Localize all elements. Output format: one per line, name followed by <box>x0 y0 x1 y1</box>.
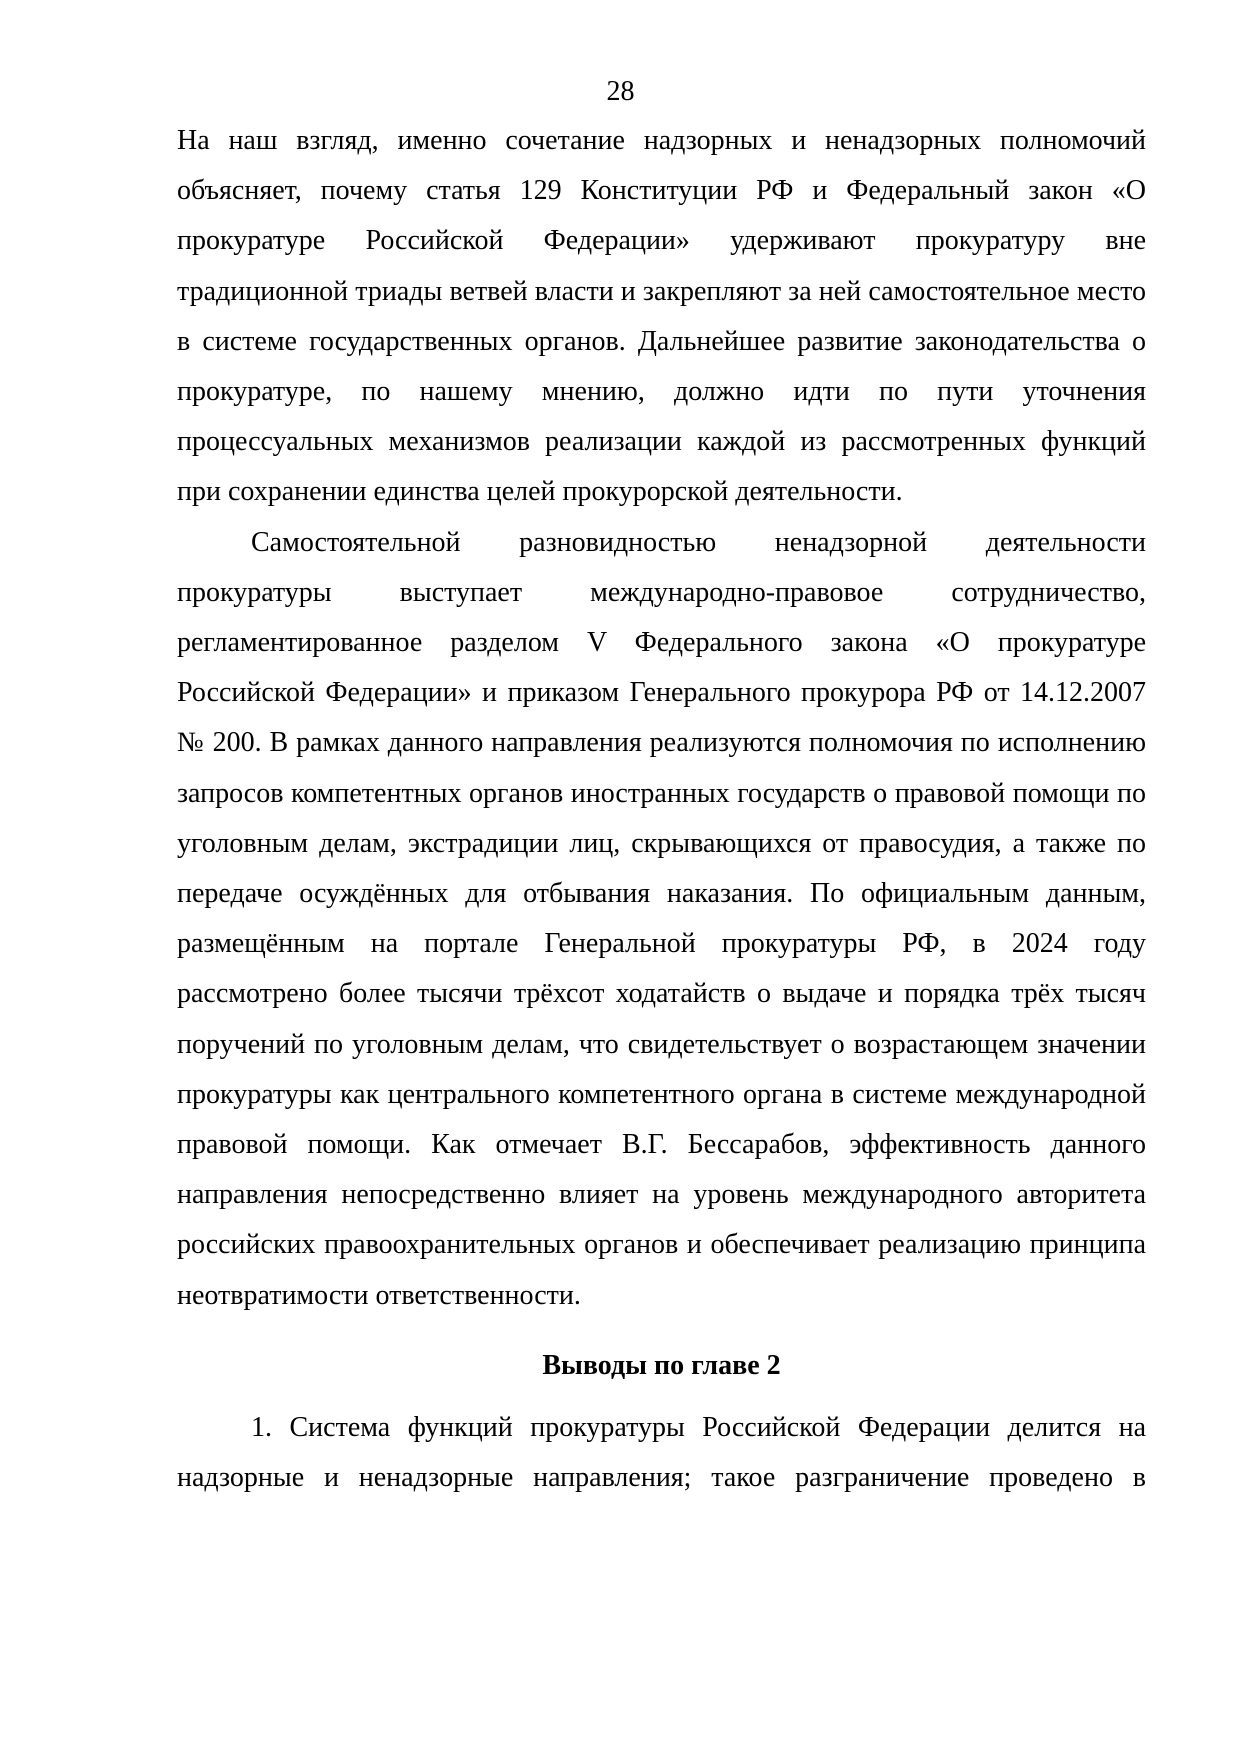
page-number: 28 <box>606 76 635 107</box>
section-heading: Выводы по главе 2 <box>542 1349 781 1381</box>
paragraph-2: Самостоятельной разновидностью ненадзорной деятельности прокуратуры выступает международно-правовое сотрудничество, регламентированное разделом V Федерального закона «О прокуратуре Российской Федерации» и приказом Генерального прокурора РФ от 14.12.2007 № 200. В рамках данного направления реализуются полномочия по исполнению запросов компетентных органов иностранных государств о правовой помощи по уголовным делам, экстрадиции лиц, скрывающихся от правосудия, а также по передаче осуждённых для отбывания наказания. По официальным данным, размещённым на портале Генеральной прокуратуры РФ, в 2024 году рассмотрено более тысячи трёхсот ходатайств о выдаче и порядка трёх тысяч поручений по уголовным делам, что свидетельствует о возрастающем значении прокуратуры как центрального компетентного органа в системе международной правовой помощи. Как отмечает В.Г. Бессарабов, эффективность данного направления непосредственно влияет на уровень международного авторитета российских правоохранительных органов и обеспечивает реализацию принципа неотвратимости ответственности. <box>177 526 1146 1311</box>
paragraph-1: На наш взгляд, именно сочетание надзорных и ненадзорных полномочий объясняет, почему статья 129 Конституции РФ и Федеральный закон «О прокуратуре Российской Федерации» удерживают прокуратуру вне традиционной триады ветвей власти и закрепляют за ней самостоятельное место в системе государственных органов. Дальнейшее развитие законодательства о прокуратуре, по нашему мнению, должно идти по пути уточнения процессуальных механизмов реализации каждой из рассмотренных функций при сохранении единства целей прокурорской деятельности. <box>177 125 1146 508</box>
document-body <box>177 116 1146 1503</box>
conclusion-item-1: 1. Система функций прокуратуры Российской Федерации делится на надзорные и ненадзорные направления; такое разграничение проведено в <box>177 1411 1146 1494</box>
